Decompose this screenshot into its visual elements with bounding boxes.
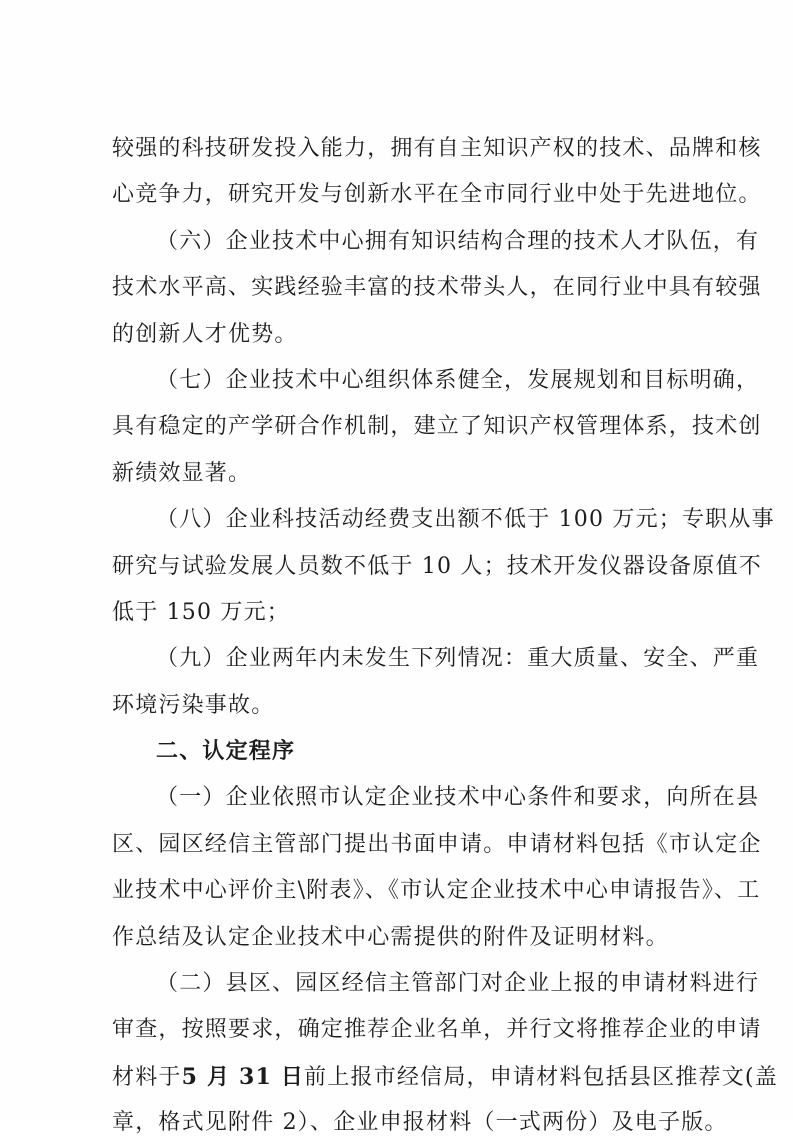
paragraph-start-seven: （七）企业技术中心组织体系健全，发展规划和目标明确， bbox=[156, 367, 760, 393]
paragraph-start-eight: （八）企业科技活动经费支出额不低于 100 万元；专职从事 bbox=[156, 507, 775, 533]
document-body bbox=[112, 126, 778, 1147]
text-line: 新绩效显著。 bbox=[112, 460, 252, 486]
text-line: 心竞争力，研究开发与创新水平在全市同行业中处于先进地位。 bbox=[112, 182, 762, 208]
text-line: 环境污染事故。 bbox=[112, 692, 275, 718]
text-line: 业技术中心评价主\附表》、《市认定企业技术中心申请报告》、工 bbox=[112, 878, 761, 904]
deadline-date: 5 月 31 日 bbox=[181, 1063, 305, 1090]
text-line: 技术水平高、实践经验丰富的技术带头人，在同行业中具有较强 bbox=[112, 275, 762, 301]
text-line: 的创新人才优势。 bbox=[112, 321, 298, 347]
text-line: 研究与试验发展人员数不低于 10 人；技术开发仪器设备原值不 bbox=[112, 553, 762, 579]
section-heading: 二、认定程序 bbox=[156, 739, 296, 765]
text-line: 审查，按照要求，确定推荐企业名单，并行文将推荐企业的申请 bbox=[112, 1017, 762, 1043]
text-line: 低于 150 万元； bbox=[112, 599, 290, 625]
text-line: 具有稳定的产学研合作机制，建立了知识产权管理体系，技术创 bbox=[112, 414, 762, 440]
paragraph-start-six: （六）企业技术中心拥有知识结构合理的技术人才队伍，有 bbox=[156, 228, 760, 254]
deadline-suffix: 前上报市经信局，申请材料包括县区推荐文(盖 bbox=[304, 1064, 778, 1090]
text-line: 较强的科技研发投入能力，拥有自主知识产权的技术、品牌和核 bbox=[112, 136, 762, 161]
deadline-prefix: 材料于 bbox=[112, 1064, 182, 1090]
text-line: 章，格式见附件 2）、企业申报材料（一式两份）及电子版。 bbox=[112, 1110, 728, 1136]
text-line: 区、园区经信主管部门提出书面申请。申请材料包括《市认定企 bbox=[112, 831, 762, 857]
paragraph-start-one: （一）企业依照市认定企业技术中心条件和要求，向所在县 bbox=[156, 785, 760, 811]
text-line-deadline bbox=[112, 1054, 778, 1100]
paragraph-start-nine: （九）企业两年内未发生下列情况：重大质量、安全、严重 bbox=[156, 646, 760, 672]
text-line: 作总结及认定企业技术中心需提供的附件及证明材料。 bbox=[112, 924, 669, 950]
paragraph-start-two: （二）县区、园区经信主管部门对企业上报的申请材料进行 bbox=[156, 971, 760, 997]
